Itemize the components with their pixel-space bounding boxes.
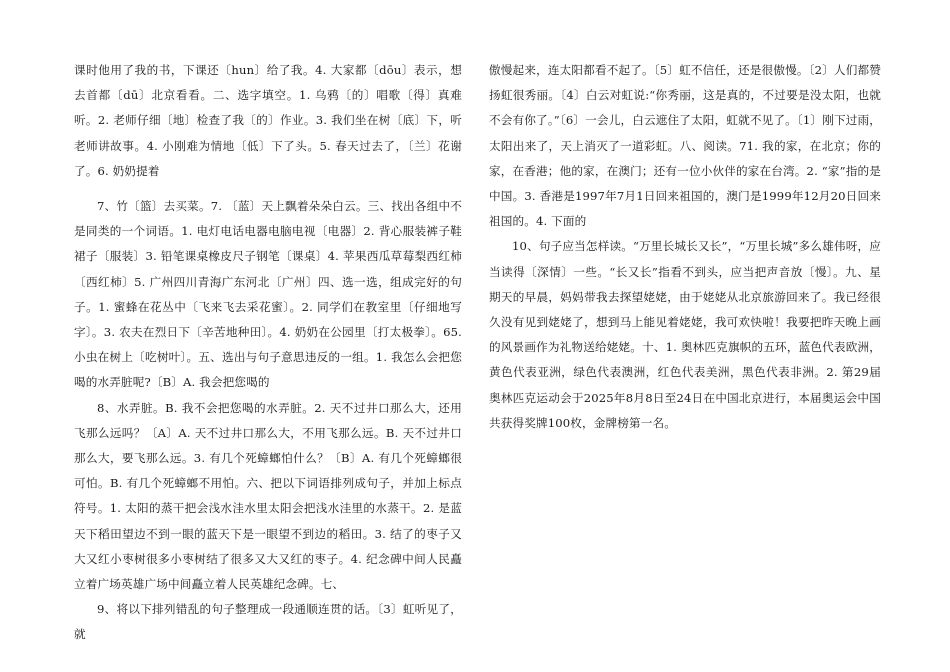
paragraph-8: 8、水弄脏。B. 我不会把您喝的水弄脏。2. 天不过井口那么大，还用飞那么远吗？〔A〕A. 天不过井口那么大，不用飞那么远。B. 天不过井口那么大，要飞那么远。3. 有几个死蟑螂怕什么？〔B〕A. 有几个死蟑螂很可怕。B. 有几个死蟑螂不用怕。六、把以下词语排列成句子，并加上标点符号。1. 太阳的蒸干把会浅水洼水里太阳会把浅水洼里的水蒸干。2. 是蓝天下稻田望边不到一眼的蓝天下是一眼望不到边的稻田。3. 结了的枣子又大又红小枣树很多小枣树结了很多又大又红的枣子。4. 纪念碑中间人民矗立着广场英雄广场中间矗立着人民英雄纪念碑。七、: [74, 400, 462, 592]
paragraph-9: 9、将以下排列错乱的句子整理成一段通顺连贯的话。〔3〕虹听见了，就: [74, 602, 462, 642]
paragraph-10: 10、句子应当怎样读。“万里长城长又长”，“万里长城”多么雄伟呀，应当读得〔深情〕一些。“长又长”指看不到头，应当把声音放〔慢〕。九、星期天的早晨，妈妈带我去探望姥姥，由于姥姥从北京旅游回来了。我已经很久没有见到姥姥了，想到马上能见着姥姥，我可欢快啦！我要把昨天晚上画的风景画作为礼物送给姥姥。十、1. 奥林匹克旗帜的五环，蓝色代表欧洲，黄色代表亚洲，绿色代表澳洲，红色代表美洲，黑色代表非洲。2. 第29届奥林匹克运动会于2025年8月8日至24日在中国北京进行，本届奥运会中国共获得奖牌100枚，金牌榜第一名。: [489, 239, 881, 430]
paragraph-gap: [74, 184, 462, 194]
left-column: [74, 58, 462, 648]
paragraph-7: 7、竹〔篮〕去买菜。7. 〔蓝〕天上飘着朵朵白云。三、找出各组中不是同类的一个词语。1. 电灯电话电器电脑电视〔电器〕2. 背心服装裤子鞋裙子〔服装〕3. 铅笔课桌橡皮尺子钢笔〔课桌〕4. 苹果西瓜草莓梨西红柿〔西红柿〕5. 广州四川青海广东河北〔广州〕四、选一选，组成完好的句子。1. 蜜蜂在花丛中〔飞来飞去采花蜜〕。2. 同学们在教室里〔仔细地写字〕。3. 农夫在烈日下〔辛苦地种田〕。4. 奶奶在公园里〔打太极拳〕。65. 小虫在树上〔吃树叶〕。五、选出与句子意思违反的一组。1. 我怎么会把您喝的水弄脏呢?〔B〕A. 我会把您喝的: [74, 199, 462, 390]
paragraph-continuation-right: 傲慢起来，连太阳都看不起了。〔5〕虹不信任，还是很傲慢。〔2〕人们都赞扬虹很秀丽。〔4〕白云对虹说:“你秀丽，这是真的，不过要是没太阳，也就不会有你了。”〔6〕一会儿，白云遮住了太阳，虹就不见了。〔1〕刚下过雨，太阳出来了，天上消灭了一道彩虹。八、阅读。71. 我的家，在北京；你的家，在香港；他的家，在澳门；还有一位小伙伴的家在台湾。2. “家”指的是中国。3. 香港是1997年7月1日回来祖国的，澳门是1999年12月20日回来祖国的。4. 下面的: [489, 63, 881, 229]
paragraph-continuation: 课时他用了我的书，下课还〔hun〕给了我。4. 大家都〔dōu〕表示，想去首都〔dū〕北京看看。二、选字填空。1. 乌鸦〔的〕唱歌〔得〕真难听。2. 老师仔细〔地〕检查了我〔的〕作业。3. 我们坐在树〔底〕下，听老师讲故事。4. 小刚难为情地〔低〕下了头。5. 春天过去了，〔兰〕花谢了。6. 奶奶提着: [74, 63, 462, 178]
right-column: [489, 58, 881, 436]
